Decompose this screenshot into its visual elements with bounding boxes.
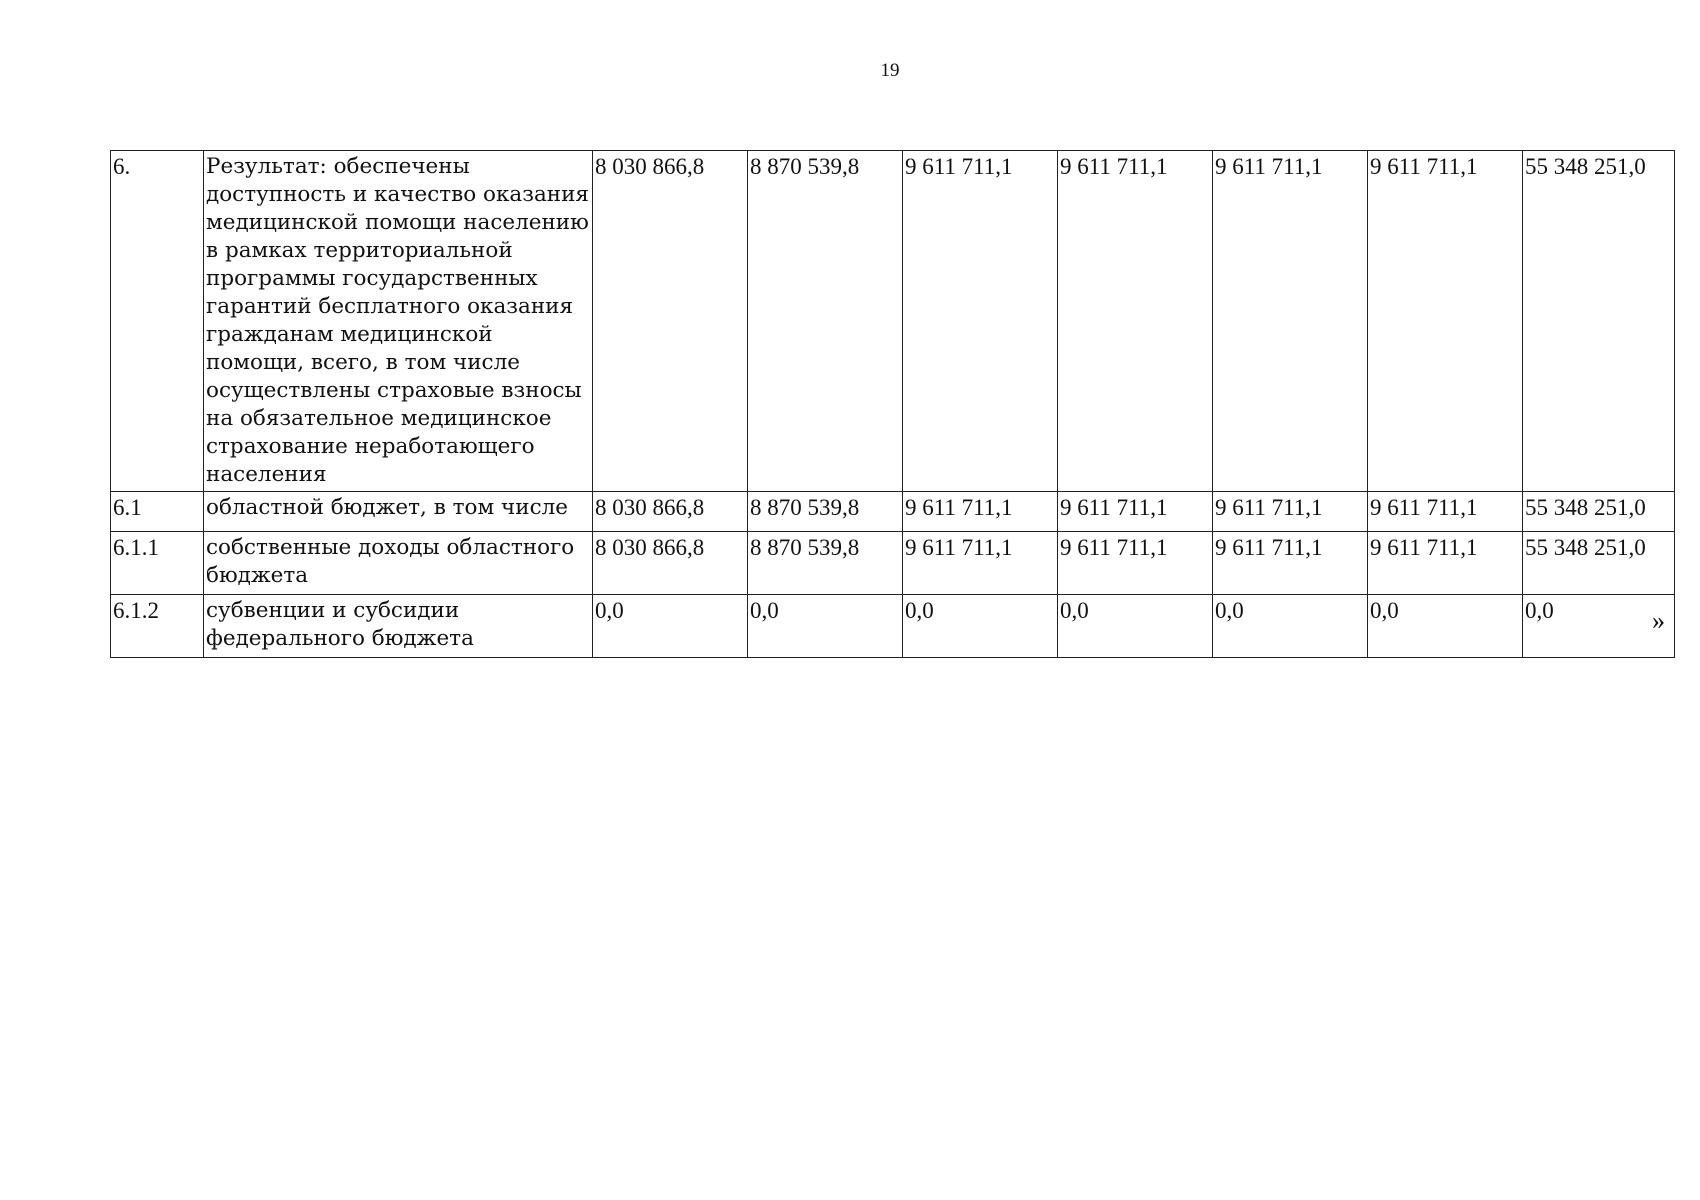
value-cell: 0,0 bbox=[903, 595, 1058, 658]
value-cell: 9 611 711,1 bbox=[1058, 532, 1213, 595]
value-cell: 8 030 866,8 bbox=[593, 492, 748, 532]
value-cell: 9 611 711,1 bbox=[1368, 532, 1523, 595]
row-code: 6.1.2 bbox=[111, 595, 204, 658]
closing-quote-mark: » bbox=[1652, 606, 1665, 635]
value-cell: 9 611 711,1 bbox=[903, 492, 1058, 532]
row-description: собственные доходы областного бюджета bbox=[204, 532, 593, 595]
value-cell: 9 611 711,1 bbox=[1213, 532, 1368, 595]
budget-table bbox=[110, 150, 1675, 658]
value-cell: 9 611 711,1 bbox=[903, 151, 1058, 492]
value-cell: 9 611 711,1 bbox=[1058, 151, 1213, 492]
table-row bbox=[111, 532, 1675, 595]
row-description: областной бюджет, в том числе bbox=[204, 492, 593, 532]
page-number: 19 bbox=[880, 60, 900, 81]
value-cell: 8 030 866,8 bbox=[593, 151, 748, 492]
total-cell: 0,0 bbox=[1523, 595, 1675, 658]
value-cell: 8 030 866,8 bbox=[593, 532, 748, 595]
table-row bbox=[111, 151, 1675, 492]
value-cell: 9 611 711,1 bbox=[903, 532, 1058, 595]
value-cell: 9 611 711,1 bbox=[1368, 151, 1523, 492]
value-cell: 8 870 539,8 bbox=[748, 492, 903, 532]
table-row bbox=[111, 595, 1675, 658]
value-cell: 8 870 539,8 bbox=[748, 151, 903, 492]
value-cell: 0,0 bbox=[593, 595, 748, 658]
row-code: 6. bbox=[111, 151, 204, 492]
total-cell: 55 348 251,0 bbox=[1523, 151, 1675, 492]
value-cell: 9 611 711,1 bbox=[1213, 492, 1368, 532]
value-cell: 0,0 bbox=[748, 595, 903, 658]
total-cell: 55 348 251,0 bbox=[1523, 492, 1675, 532]
value-cell: 0,0 bbox=[1368, 595, 1523, 658]
total-cell: 55 348 251,0 bbox=[1523, 532, 1675, 595]
value-cell: 0,0 bbox=[1058, 595, 1213, 658]
value-cell: 9 611 711,1 bbox=[1058, 492, 1213, 532]
value-cell: 9 611 711,1 bbox=[1368, 492, 1523, 532]
value-cell: 8 870 539,8 bbox=[748, 532, 903, 595]
row-description: субвенции и субсидии федерального бюджета bbox=[204, 595, 593, 658]
table-row bbox=[111, 492, 1675, 532]
row-code: 6.1 bbox=[111, 492, 204, 532]
row-description: Результат: обеспечены доступность и качество оказания медицинской помощи населению в рамках территориальной программы государственных гарантий бесплатного оказания гражданам медицинской помощи, всего, в том числе осуществлены страховые взносы на обязательное медицинское страхование неработающего населения bbox=[204, 151, 593, 492]
value-cell: 9 611 711,1 bbox=[1213, 151, 1368, 492]
row-code: 6.1.1 bbox=[111, 532, 204, 595]
value-cell: 0,0 bbox=[1213, 595, 1368, 658]
